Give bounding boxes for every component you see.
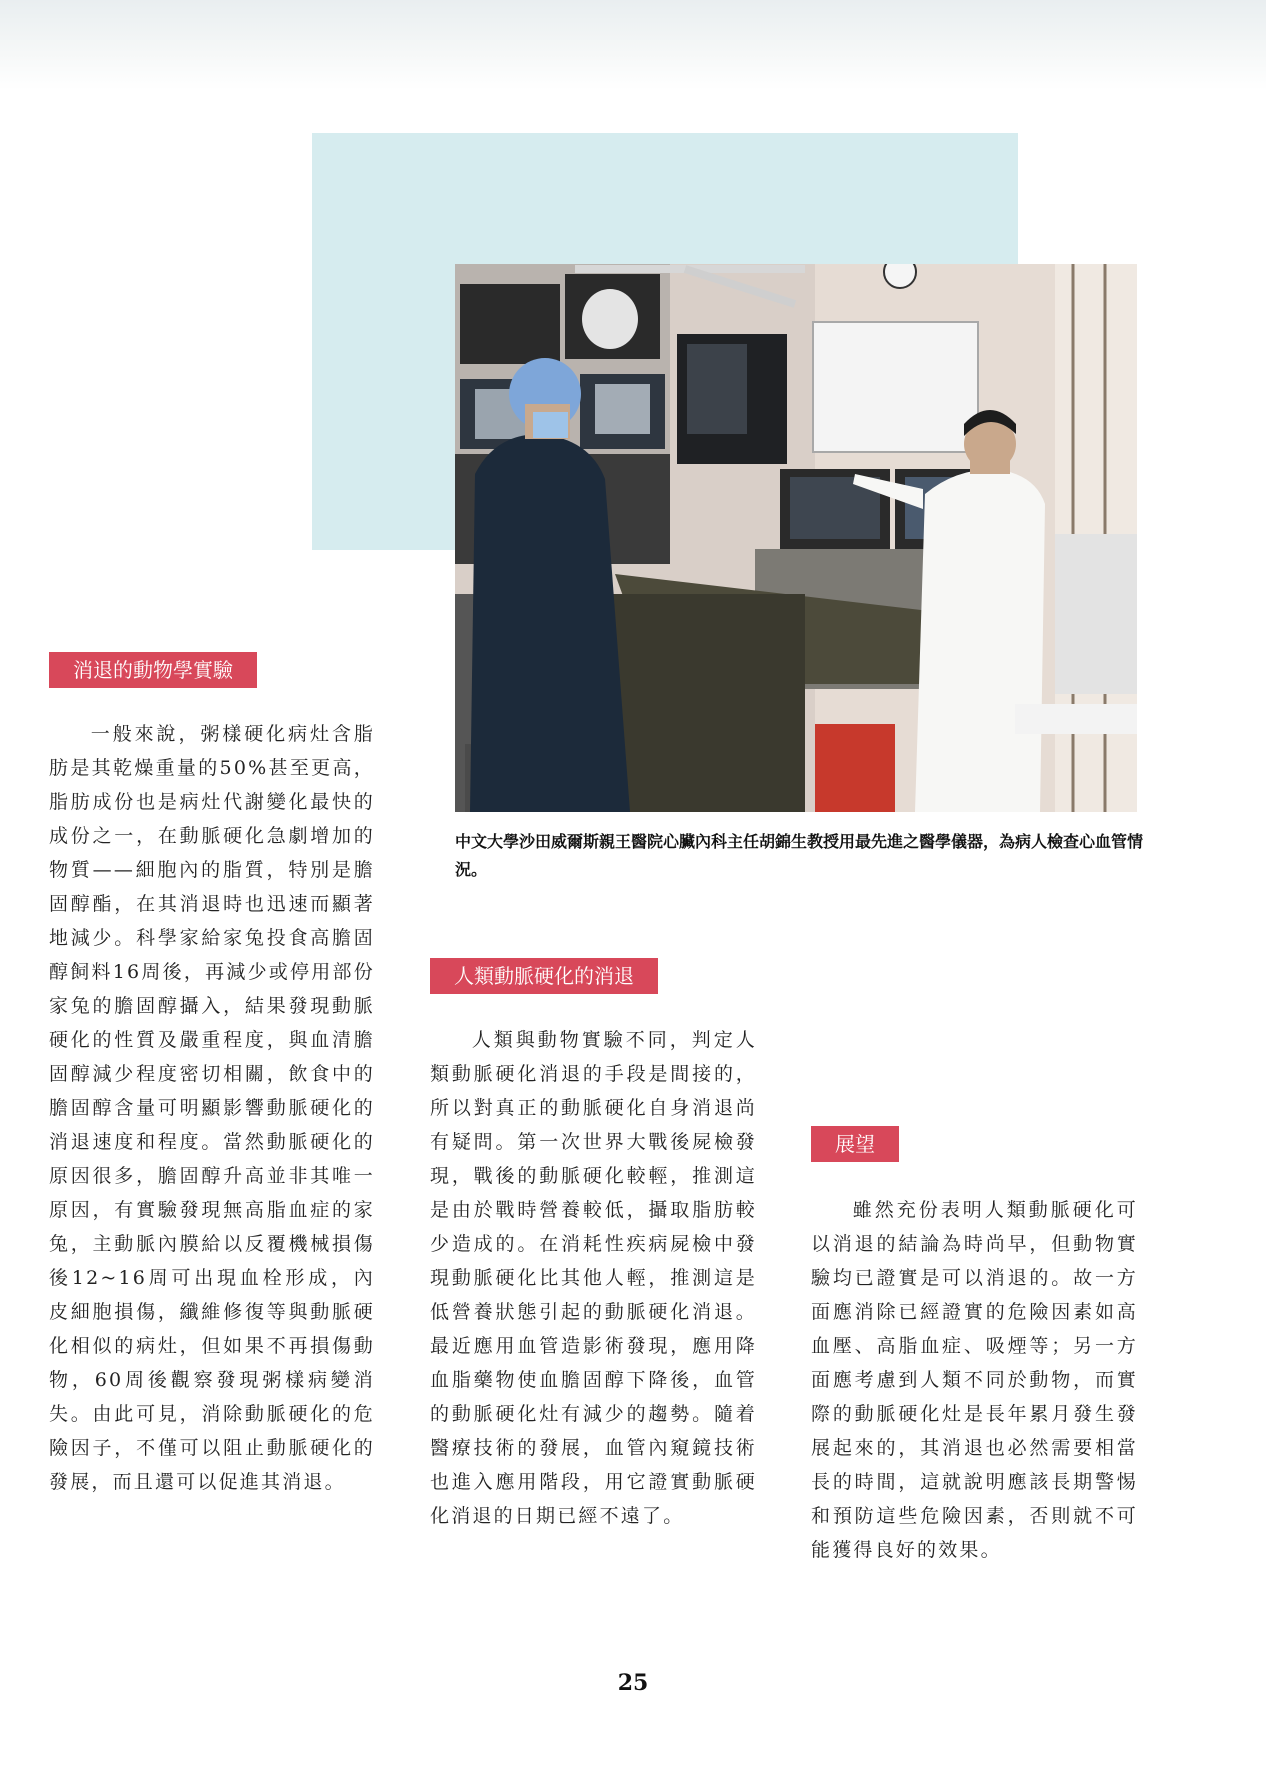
body-text-outlook: 雖然充份表明人類動脈硬化可以消退的結論為時尚早，但動物實驗均已證實是可以消退的。故一方面應消除已經證實的危險因素如高血壓、高脂血症、吸煙等；另一方面應考慮到人類不同於動物，而實際的動脈硬化灶是長年累月發生發展起來的，其消退也必然需要相當長的時間，這就說明應該長期警惕和預防這些危險因素，否則就不可能獲得良好的效果。 [811,1199,1138,1561]
photo-illustration [455,264,1137,812]
body-text-human: 人類與動物實驗不同，判定人類動脈硬化消退的手段是間接的，所以對真正的動脈硬化自身消退尚有疑問。第一次世界大戰後屍檢發現，戰後的動脈硬化較輕，推測這是由於戰時營養較低，攝取脂肪較少造成的。在消耗性疾病屍檢中發現動脈硬化比其他人輕，推測這是低營養狀態引起的動脈硬化消退。最近應用血管造影術發現，應用降血脂藥物使血膽固醇下降後，血管的動脈硬化灶有減少的趨勢。隨着醫療技術的發展，血管內窺鏡技術也進入應用階段，用它證實動脈硬化消退的日期已經不遠了。 [430,1029,757,1527]
top-header-band [0,0,1266,90]
body-text-animal: 一般來說，粥樣硬化病灶含脂肪是其乾燥重量的50%甚至更高，脂肪成份也是病灶代謝變化最快的成份之一，在動脈硬化急劇增加的物質——細胞內的脂質，特別是膽固醇酯，在其消退時也迅速而顯著地減少。科學家給家兔投食高膽固醇飼料16周後，再減少或停用部份家兔的膽固醇攝入，結果發現動脈硬化的性質及嚴重程度，與血清膽固醇減少程度密切相關，飲食中的膽固醇含量可明顯影響動脈硬化的消退速度和程度。當然動脈硬化的原因很多，膽固醇升高並非其唯一原因，有實驗發現無高脂血症的家兔，主動脈內膜給以反覆機械損傷後12~16周可出現血栓形成，內皮細胞損傷，纖維修復等與動脈硬化相似的病灶，但如果不再損傷動物，60周後觀察發現粥樣病變消失。由此可見，消除動脈硬化的危險因子，不僅可以阻止動脈硬化的發展，而且還可以促進其消退。 [49,723,375,1493]
section-heading-animal: 消退的動物學實驗 [49,652,257,688]
page-number: 25 [617,1670,649,1696]
hospital-photo [455,264,1137,812]
section-heading-human: 人類動脈硬化的消退 [430,958,658,994]
section-heading-outlook: 展望 [811,1126,899,1162]
photo-caption: 中文大學沙田威爾斯親王醫院心臟內科主任胡錦生教授用最先進之醫學儀器，為病人檢查心血管情況。 [455,832,1144,879]
